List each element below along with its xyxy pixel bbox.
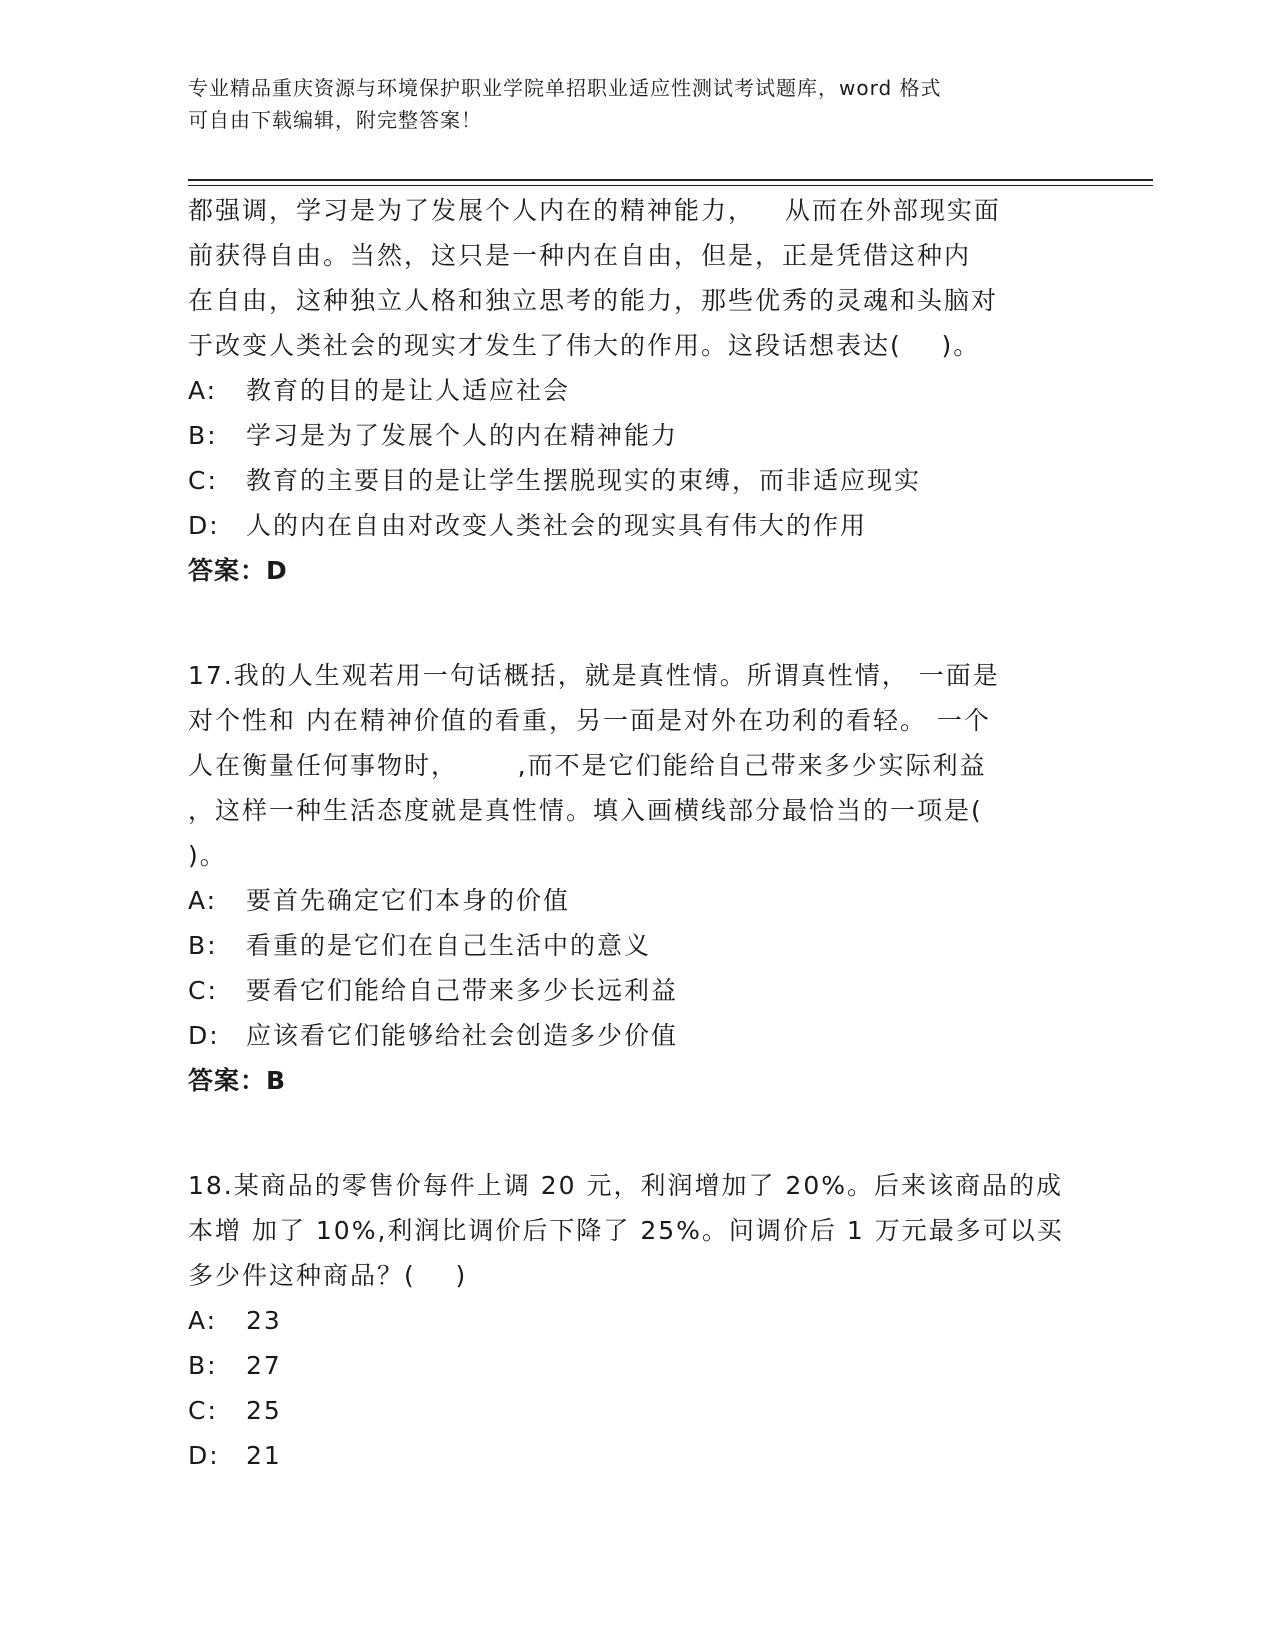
question-text-line: 人在衡量任何事物时， ,而不是它们能给自己带来多少实际利益 [188, 751, 987, 780]
question-text-line: 多少件这种商品？( ) [188, 1261, 468, 1290]
question-text-line: 本增 加了 10%,利润比调价后下降了 25%。问调价后 1 万元最多可以买 [188, 1216, 1064, 1245]
document-header [188, 72, 1068, 136]
option-c [188, 1388, 1088, 1433]
option-letter: D: [188, 511, 220, 540]
spacer [188, 1103, 1088, 1163]
option-letter: A: [188, 376, 218, 405]
option-letter: A: [188, 1306, 218, 1335]
option-d [188, 1433, 1088, 1478]
question-16 [188, 188, 1088, 593]
option-d [188, 1013, 1088, 1058]
option-d [188, 503, 1088, 548]
option-b [188, 413, 1088, 458]
question-text-line: 18.某商品的零售价每件上调 20 元，利润增加了 20%。后来该商品的成 [188, 1171, 1063, 1200]
option-text: 教育的目的是让人适应社会 [246, 376, 571, 405]
question-text-line: 都强调，学习是为了发展个人内在的精神能力， 从而在外部现实面 [188, 196, 1001, 225]
option-letter: D: [188, 1441, 220, 1470]
spacer [188, 593, 1088, 653]
option-letter: C: [188, 976, 218, 1005]
option-text: 21 [246, 1441, 282, 1470]
option-letter: B: [188, 931, 218, 960]
option-letter: B: [188, 1351, 218, 1380]
question-text-line: 17.我的人生观若用一句话概括，就是真性情。所谓真性情， 一面是 [188, 661, 1000, 690]
option-letter: D: [188, 1021, 220, 1050]
option-c [188, 458, 1088, 503]
header-rule-thin [188, 185, 1153, 186]
option-text: 要首先确定它们本身的价值 [246, 886, 571, 915]
question-18 [188, 1163, 1088, 1478]
option-text: 27 [246, 1351, 282, 1380]
question-text-line: 于改变人类社会的现实才发生了伟大的作用。这段话想表达( )。 [188, 331, 981, 360]
question-text-line: )。 [188, 841, 227, 870]
option-text: 25 [246, 1396, 282, 1425]
answer-label: 答案：D [188, 556, 288, 585]
option-text: 看重的是它们在自己生活中的意义 [246, 931, 652, 960]
question-text-line: 对个性和 内在精神价值的看重，另一面是对外在功利的看轻。 一个 [188, 706, 991, 735]
option-b [188, 923, 1088, 968]
option-text: 23 [246, 1306, 282, 1335]
option-text: 学习是为了发展个人的内在精神能力 [246, 421, 679, 450]
option-letter: C: [188, 1396, 218, 1425]
question-text-line: 在自由，这种独立人格和独立思考的能力，那些优秀的灵魂和头脑对 [188, 286, 999, 315]
option-b [188, 1343, 1088, 1388]
question-content [188, 188, 1088, 1478]
question-text-line: 前获得自由。当然，这只是一种内在自由，但是，正是凭借这种内 [188, 241, 972, 270]
question-17 [188, 653, 1088, 1103]
option-letter: B: [188, 421, 218, 450]
option-text: 应该看它们能够给社会创造多少价值 [246, 1021, 679, 1050]
option-letter: C: [188, 466, 218, 495]
option-text: 人的内在自由对改变人类社会的现实具有伟大的作用 [246, 511, 868, 540]
option-a [188, 368, 1088, 413]
option-c [188, 968, 1088, 1013]
header-line-1: 专业精品重庆资源与环境保护职业学院单招职业适应性测试考试题库，word 格式 [188, 76, 942, 100]
answer-label: 答案：B [188, 1066, 287, 1095]
option-text: 教育的主要目的是让学生摆脱现实的束缚，而非适应现实 [246, 466, 922, 495]
option-letter: A: [188, 886, 218, 915]
option-a [188, 1298, 1088, 1343]
option-text: 要看它们能给自己带来多少长远利益 [246, 976, 679, 1005]
option-a [188, 878, 1088, 923]
question-text-line: ，这样一种生活态度就是真性情。填入画横线部分最恰当的一项是( [188, 796, 983, 825]
header-line-2: 可自由下载编辑，附完整答案！ [188, 108, 482, 132]
header-rule-thick [188, 179, 1153, 181]
